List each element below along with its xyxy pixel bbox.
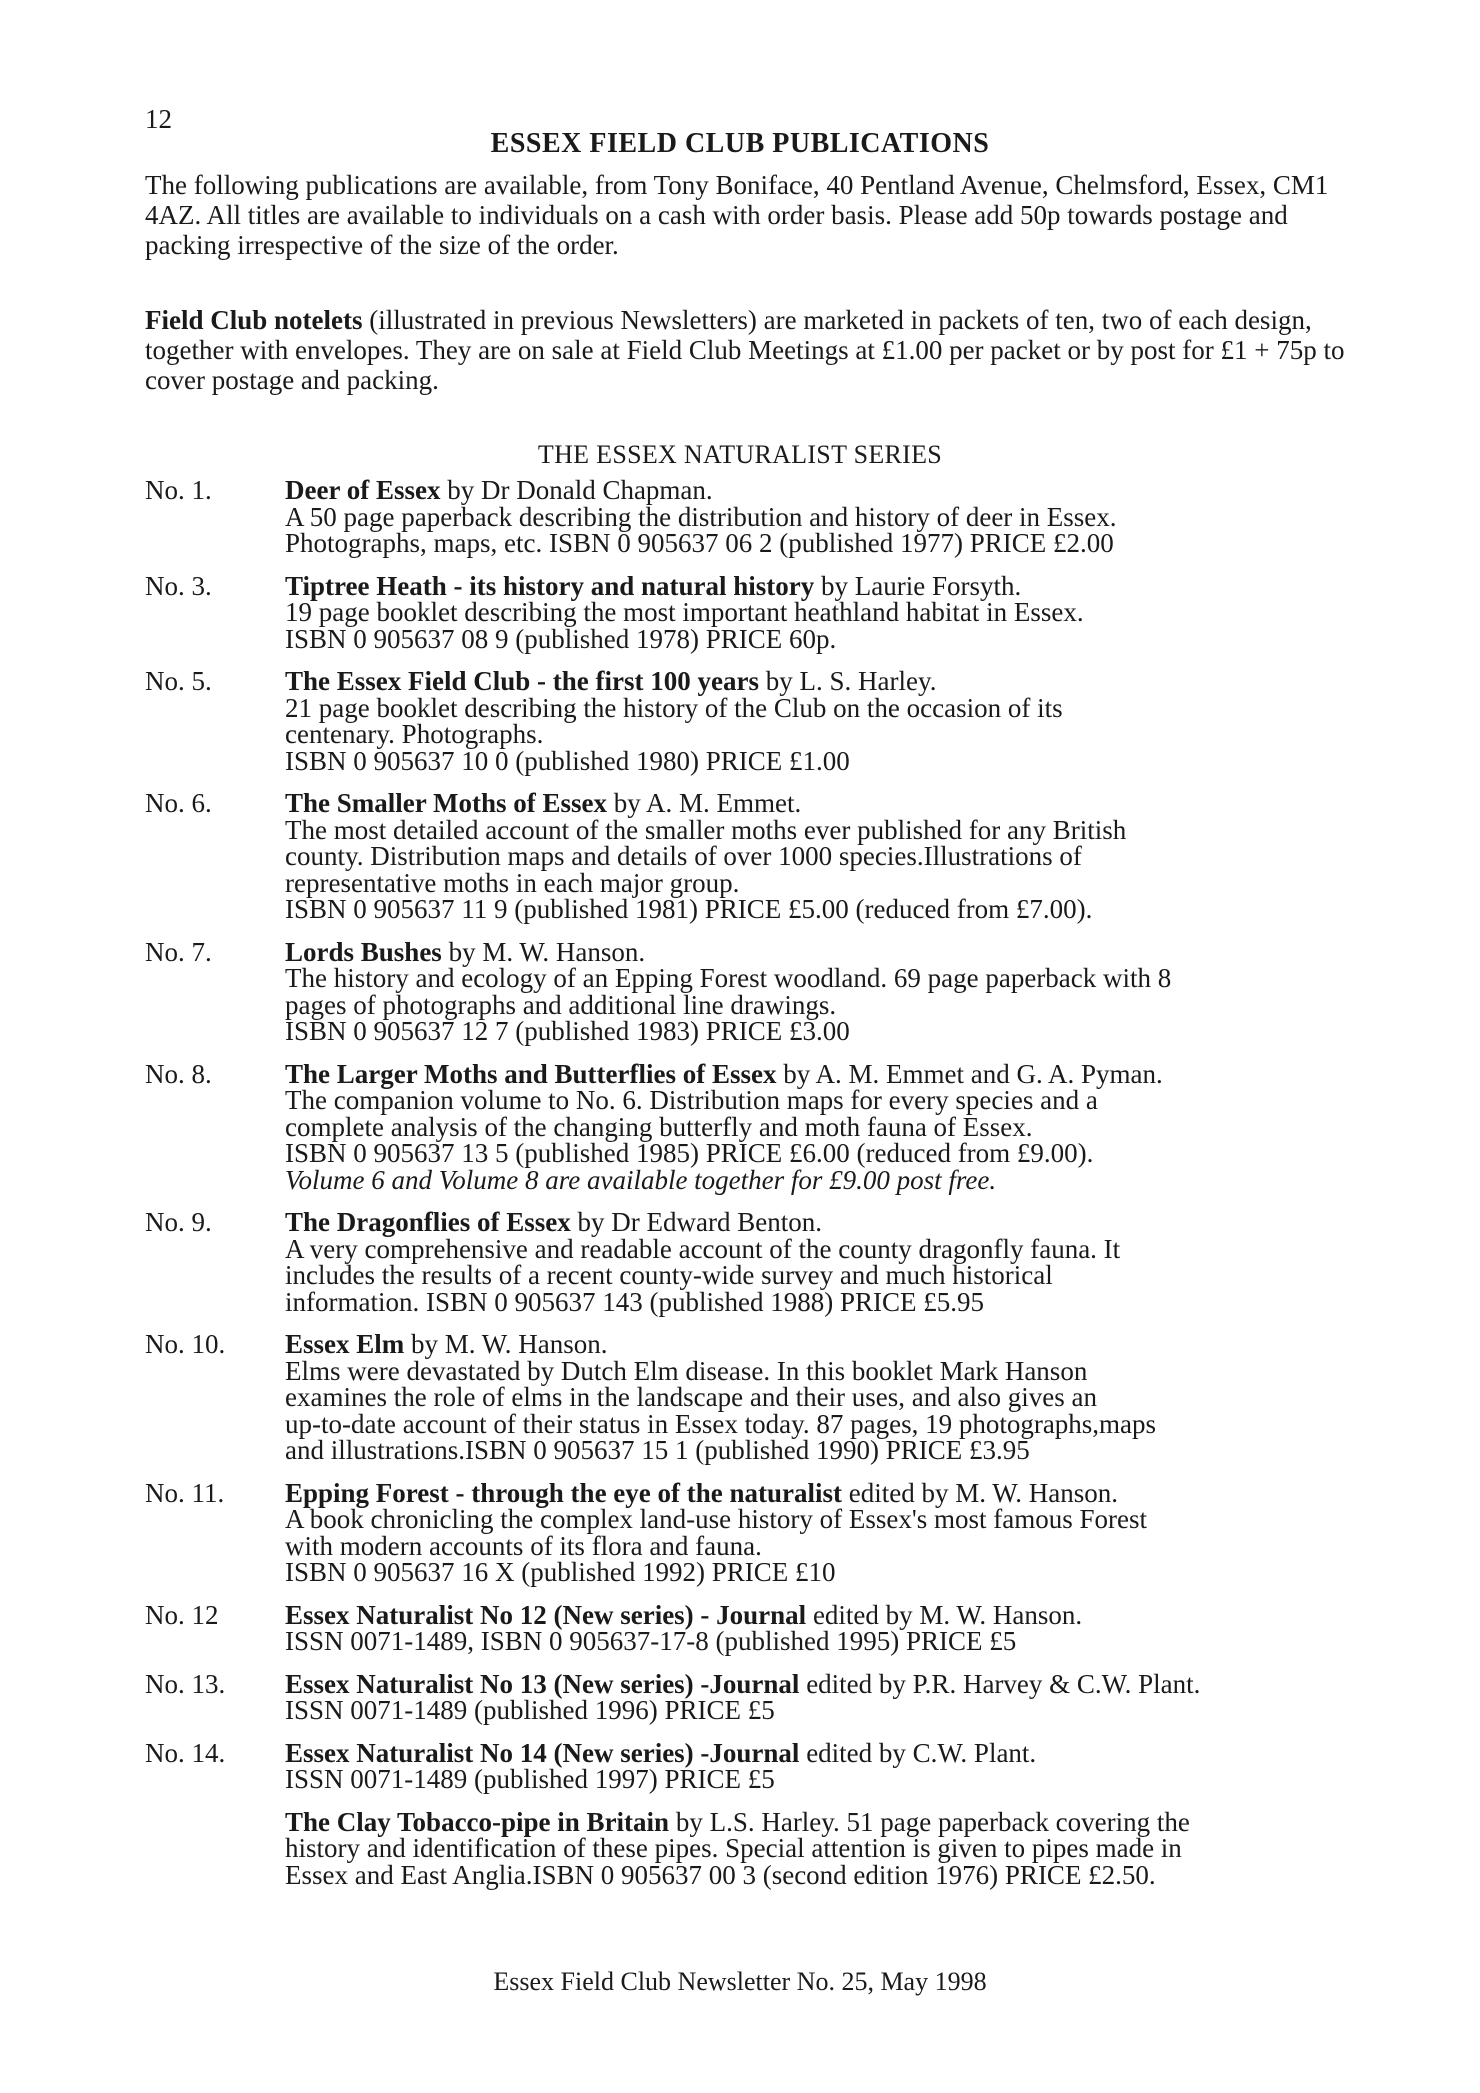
- notelets-text: (illustrated in previous Newsletters) are marketed in packets of ten, two of each design, together with envelopes. They are on sale at Field Club Meetings at £1.00 per packet or by post for £1 + 75p to cover postage and packing.: [145, 305, 1345, 395]
- entry-line: A book chronicling the complex land-use history of Essex's most famous Forest: [285, 1504, 1147, 1534]
- entry-number: No. 13.: [145, 1668, 226, 1699]
- publication-entry: [145, 1737, 1345, 1794]
- entry-title: Essex Naturalist No 14 (New series) -Journal: [285, 1737, 800, 1768]
- entry-line: centenary. Photographs.: [285, 719, 544, 749]
- entry-line: Essex and East Anglia.ISBN 0 905637 00 3 (second edition 1976) PRICE £2.50.: [285, 1859, 1156, 1890]
- entry-line: The companion volume to No. 6. Distribution maps for every species and a: [285, 1085, 1098, 1115]
- publication-entry: [145, 668, 1345, 774]
- entry-number: No. 3.: [145, 570, 212, 601]
- entry-author: by M. W. Hanson.: [441, 936, 646, 967]
- intro-paragraph: The following publications are available, from Tony Boniface, 40 Pentland Avenue, Chelmsford, Essex, CM1 4AZ. All titles are available to individuals on a cash with order basis. Please add 50p towards postage and packing irrespective of the size of the order.: [145, 170, 1329, 260]
- entry-line: ISSN 0071-1489 (published 1997) PRICE £5: [285, 1764, 775, 1794]
- entry-body: [285, 1477, 1345, 1587]
- entry-title: The Essex Field Club - the first 100 years: [285, 666, 759, 696]
- entry-title: The Larger Moths and Butterflies of Essex: [285, 1058, 777, 1089]
- entry-body: [285, 790, 1345, 923]
- entry-heading: [285, 1058, 1345, 1089]
- entry-body: [285, 1737, 1345, 1794]
- entry-author: edited by P.R. Harvey & C.W. Plant.: [799, 1668, 1201, 1699]
- entry-body: [285, 1599, 1345, 1656]
- entry-line: ISSN 0071-1489 (published 1996) PRICE £5: [285, 1695, 775, 1725]
- publication-entry: [145, 1331, 1345, 1464]
- entry-body: [285, 936, 1345, 1046]
- publication-entry: [145, 1209, 1345, 1315]
- entry-line: information. ISBN 0 905637 143 (published 1988) PRICE £5.95: [285, 1286, 984, 1317]
- entry-line: ISSN 0071-1489, ISBN 0 905637-17-8 (published 1995) PRICE £5: [285, 1626, 1017, 1656]
- entry-line: The history and ecology of an Epping Forest woodland. 69 page paperback with 8: [285, 963, 1172, 993]
- entry-line: The most detailed account of the smaller moths ever published for any British: [285, 814, 1127, 845]
- entry-title: Essex Naturalist No 12 (New series) - Journal: [285, 1599, 807, 1630]
- notelets-bold: Field Club notelets: [145, 305, 363, 335]
- entry-heading: [285, 1599, 1345, 1630]
- entry-author: edited by M. W. Hanson.: [842, 1477, 1119, 1508]
- entry-number: [145, 1809, 285, 1889]
- entry-author: by A. M. Emmet.: [607, 788, 802, 818]
- entry-number: No. 8.: [145, 1058, 212, 1089]
- entry-line: representative moths in each major group.: [285, 867, 740, 898]
- entry-line: complete analysis of the changing butterfly and moth fauna of Essex.: [285, 1111, 1033, 1142]
- entry-author: by A. M. Emmet and G. A. Pyman.: [776, 1058, 1163, 1089]
- entry-author: by L. S. Harley.: [758, 666, 937, 696]
- publication-entry: [145, 1668, 1345, 1725]
- entry-line: up-to-date account of their status in Essex today. 87 pages, 19 photographs,maps: [285, 1408, 1157, 1439]
- entry-line: 21 page booklet describing the history of the Club on the occasion of its: [285, 692, 1063, 723]
- entry-number: No. 1.: [145, 475, 212, 505]
- publication-entry: [145, 570, 1345, 654]
- entry-body: [285, 1806, 1345, 1890]
- notelets-paragraph: [145, 305, 1345, 395]
- entry-title: Essex Naturalist No 13 (New series) -Journal: [285, 1668, 800, 1699]
- publication-entry: [145, 936, 1345, 1046]
- entry-line: A very comprehensive and readable account of the county dragonfly fauna. It: [285, 1233, 1121, 1264]
- page-title: ESSEX FIELD CLUB PUBLICATIONS: [490, 128, 990, 159]
- entry-line: pages of photographs and additional line drawings.: [285, 989, 837, 1020]
- entry-line: history and identification of these pipes. Special attention is given to pipes made in: [285, 1833, 1182, 1863]
- entry-heading: [285, 1806, 1345, 1837]
- page-footer: Essex Field Club Newsletter No. 25, May 1998: [493, 1967, 987, 1996]
- entry-heading: [285, 936, 1345, 967]
- publication-entry: [145, 1599, 1345, 1656]
- entry-title: Essex Elm: [285, 1329, 405, 1359]
- entry-author: edited by C.W. Plant.: [799, 1737, 1037, 1768]
- entry-number: No. 6.: [145, 788, 212, 818]
- entry-number: No. 14.: [145, 1737, 226, 1768]
- entry-line: ISBN 0 905637 16 X (published 1992) PRICE £10: [285, 1557, 836, 1587]
- entry-number: No. 5.: [145, 666, 212, 696]
- entry-line: and illustrations.ISBN 0 905637 15 1 (published 1990) PRICE £3.95: [285, 1435, 1030, 1465]
- entry-line: Photographs, maps, etc. ISBN 0 905637 06 2 (published 1977) PRICE £2.00: [285, 528, 1114, 558]
- entry-line: with modern accounts of its flora and fauna.: [285, 1530, 762, 1561]
- entry-body: [285, 570, 1345, 654]
- entry-line: ISBN 0 905637 11 9 (published 1981) PRICE £5.00 (reduced from £7.00).: [285, 894, 1093, 924]
- publication-entry: [145, 790, 1345, 923]
- publication-entry: [145, 1806, 1345, 1890]
- entry-line: examines the role of elms in the landscape and their uses, and also gives an: [285, 1382, 1098, 1412]
- entry-heading: [285, 1209, 1345, 1236]
- entry-title: Epping Forest - through the eye of the naturalist: [285, 1477, 843, 1508]
- entry-line: 19 page booklet describing the most important heathland habitat in Essex.: [285, 597, 1084, 627]
- entry-line: ISBN 0 905637 08 9 (published 1978) PRICE 60p.: [285, 623, 837, 654]
- entry-number: No. 9.: [145, 1207, 212, 1237]
- entry-line: ISBN 0 905637 10 0 (published 1980) PRICE £1.00: [285, 745, 850, 776]
- entry-author: by L.S. Harley. 51 page paperback covering the: [669, 1806, 1190, 1837]
- series-title: THE ESSEX NATURALIST SERIES: [537, 440, 943, 469]
- entry-title: Deer of Essex: [285, 475, 441, 505]
- entry-heading: [285, 1737, 1345, 1768]
- entry-author: by Dr Donald Chapman.: [440, 475, 713, 505]
- publication-list: [145, 477, 1345, 1904]
- entry-author: by M. W. Hanson.: [404, 1329, 608, 1359]
- entry-body: [285, 1209, 1345, 1315]
- entry-heading: [285, 1331, 1345, 1358]
- entry-note: Volume 6 and Volume 8 are available together for £9.00 post free.: [285, 1164, 997, 1195]
- entry-line: A 50 page paperback describing the distribution and history of deer in Essex.: [285, 501, 1117, 532]
- publication-entry: [145, 477, 1345, 557]
- entry-body: [285, 1668, 1345, 1725]
- entry-body: [285, 477, 1345, 557]
- entry-author: by Dr Edward Benton.: [570, 1207, 822, 1237]
- publication-entry: [145, 1058, 1345, 1195]
- entry-heading: [285, 1668, 1345, 1699]
- entry-number: No. 12: [145, 1599, 219, 1630]
- entry-author: edited by M. W. Hanson.: [806, 1599, 1083, 1630]
- entry-heading: [285, 570, 1345, 601]
- entry-title: The Dragonflies of Essex: [285, 1207, 571, 1237]
- entry-number: No. 11.: [145, 1477, 225, 1508]
- page-number: 12: [145, 104, 172, 134]
- entry-line: ISBN 0 905637 13 5 (published 1985) PRICE £6.00 (reduced from £9.00).: [285, 1138, 1094, 1168]
- entry-title: The Smaller Moths of Essex: [285, 788, 607, 818]
- entry-heading: [285, 668, 1345, 695]
- entry-number: No. 10.: [145, 1329, 226, 1359]
- entry-body: [285, 668, 1345, 774]
- entry-heading: [285, 790, 1345, 817]
- entry-line: Elms were devastated by Dutch Elm disease. In this booklet Mark Hanson: [285, 1355, 1088, 1386]
- publication-entry: [145, 1477, 1345, 1587]
- entry-title: Lords Bushes: [285, 936, 442, 967]
- entry-heading: [285, 477, 1345, 504]
- entry-title: Tiptree Heath - its history and natural history: [285, 570, 815, 601]
- entry-heading: [285, 1477, 1345, 1508]
- entry-body: [285, 1058, 1345, 1195]
- entry-line: ISBN 0 905637 12 7 (published 1983) PRICE £3.00: [285, 1016, 850, 1046]
- entry-body: [285, 1331, 1345, 1464]
- entry-line: county. Distribution maps and details of over 1000 species.Illustrations of: [285, 841, 1082, 871]
- entry-author: by Laurie Forsyth.: [814, 570, 1022, 601]
- entry-title: The Clay Tobacco-pipe in Britain: [285, 1806, 670, 1837]
- entry-number: No. 7.: [145, 936, 212, 967]
- entry-line: includes the results of a recent county-wide survey and much historical: [285, 1260, 1053, 1290]
